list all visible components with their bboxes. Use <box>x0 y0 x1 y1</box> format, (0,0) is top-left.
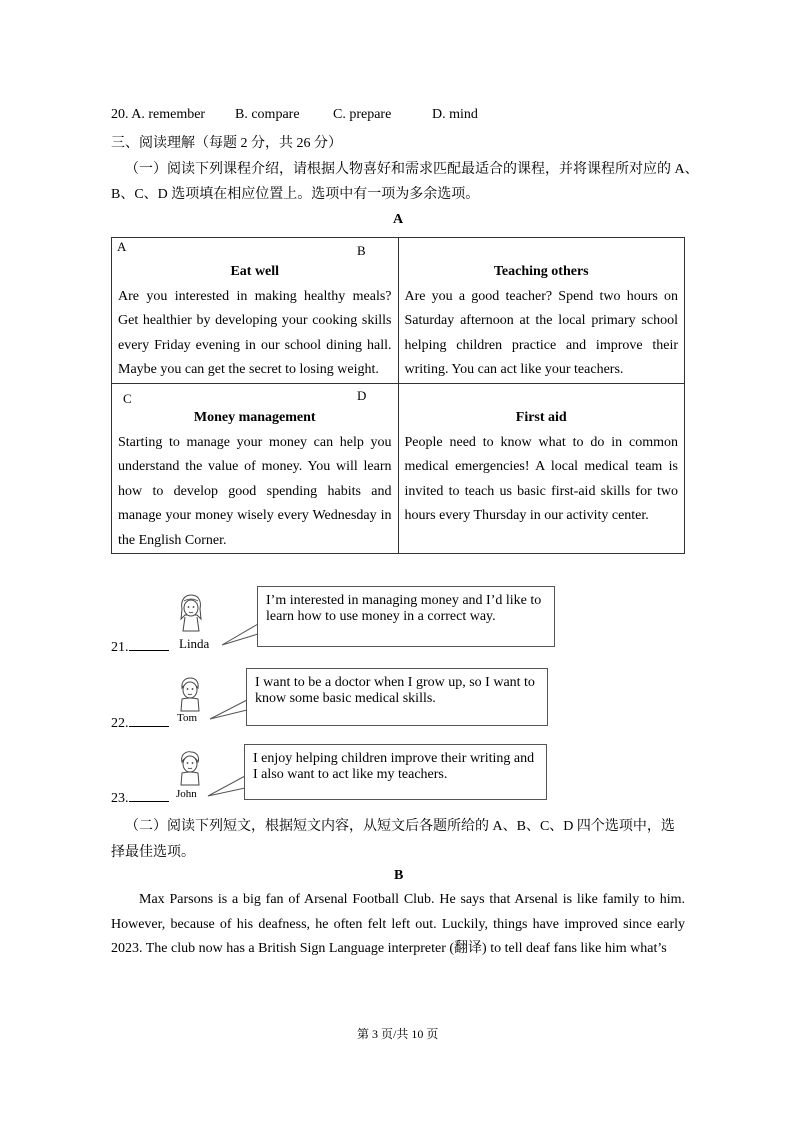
question-number: 23. <box>111 791 129 806</box>
course-description: Starting to manage your money can help you understand the value of money. You will learn how to develop good spending habits and manage your money wisely every Wednesday in the English Corner. <box>118 434 392 548</box>
passage-b-text: Max Parsons is a big fan of Arsenal Football Club. He says that Arsenal is like family to him. However, because of his deafness, he often felt left out. Luckily, things have improved since early 2023. The club now has a British Sign Language interpreter (翻译) to tell deaf fans like him what’s <box>111 892 685 956</box>
course-tag-a: A <box>117 239 127 254</box>
q20-option-a: A. remember <box>131 107 206 122</box>
passage-b-label: B <box>394 868 404 883</box>
course-cell-a <box>112 238 399 384</box>
part1-instruction-line1: （一）阅读下列课程介绍，请根据人物喜好和需求匹配最适合的课程，并将课程所对应的 A、 <box>125 162 699 177</box>
course-description: People need to know what to do in common medical emergencies! A local medical team is invited to teach us basic first-aid skills for two hours every Thursday in our activity center. <box>404 434 678 523</box>
course-description: Are you a good teacher? Spend two hours on Saturday afternoon at the local primary school helping children practice and improve their writing. You can act like your teachers. <box>404 288 678 377</box>
course-cell-d <box>398 384 685 554</box>
answer-blank[interactable] <box>129 638 169 651</box>
course-title: Money management <box>193 410 316 425</box>
q20-option-c: C. prepare <box>333 107 392 122</box>
course-cell-b <box>398 238 685 384</box>
boy-avatar-icon <box>176 750 204 786</box>
person-name: Linda <box>179 636 210 651</box>
course-title: Eat well <box>230 264 280 279</box>
q20-number-option-a: 20. A. remember <box>111 107 206 122</box>
part1-instruction-line2: B、C、D 选项填在相应位置上。选项中有一项为多余选项。 <box>111 187 480 202</box>
speech-bubble-tail <box>0 0 1 1</box>
person-name: Tom <box>177 712 198 724</box>
course-cell-c <box>112 384 399 554</box>
boy-avatar-icon <box>176 676 204 712</box>
q20-option-b: B. compare <box>235 107 300 122</box>
part2-instruction-line1: （二）阅读下列短文，根据短文内容，从短文后各题所给的 A、B、C、D 四个选项中，选 <box>125 819 675 834</box>
course-tag-d: D <box>357 388 367 403</box>
q20-option-d: D. mind <box>432 107 478 122</box>
answer-blank[interactable] <box>129 714 169 727</box>
person-name: John <box>176 788 197 800</box>
speech-bubble: I’m interested in managing money and I’d like to learn how to use money in a correct way. <box>257 586 555 647</box>
section-heading: 三、阅读理解（每题 2 分，共 26 分） <box>111 136 342 151</box>
girl-avatar-icon <box>176 593 206 633</box>
courses-table <box>111 237 685 554</box>
speech-bubble: I want to be a doctor when I grow up, so I want to know some basic medical skills. <box>246 668 548 726</box>
speech-bubble: I enjoy helping children improve their writing and I also want to act like my teachers. <box>244 744 547 800</box>
question-number: 21. <box>111 640 129 655</box>
course-title: First aid <box>515 410 567 425</box>
part2-instruction-line2: 择最佳选项。 <box>111 845 195 860</box>
question-number: 22. <box>111 716 129 731</box>
course-tag-b: B <box>357 243 366 258</box>
course-title: Teaching others <box>493 264 589 279</box>
answer-blank[interactable] <box>129 789 169 802</box>
passage-a-label: A <box>393 212 404 227</box>
course-description: Are you interested in making healthy meals? Get healthier by developing your cooking skills every Friday evening in our school dining hall. Maybe you can get the secret to losing weight. <box>118 288 392 377</box>
page-number: 第 3 页/共 10 页 <box>357 1027 439 1041</box>
course-tag-c: C <box>123 391 132 406</box>
